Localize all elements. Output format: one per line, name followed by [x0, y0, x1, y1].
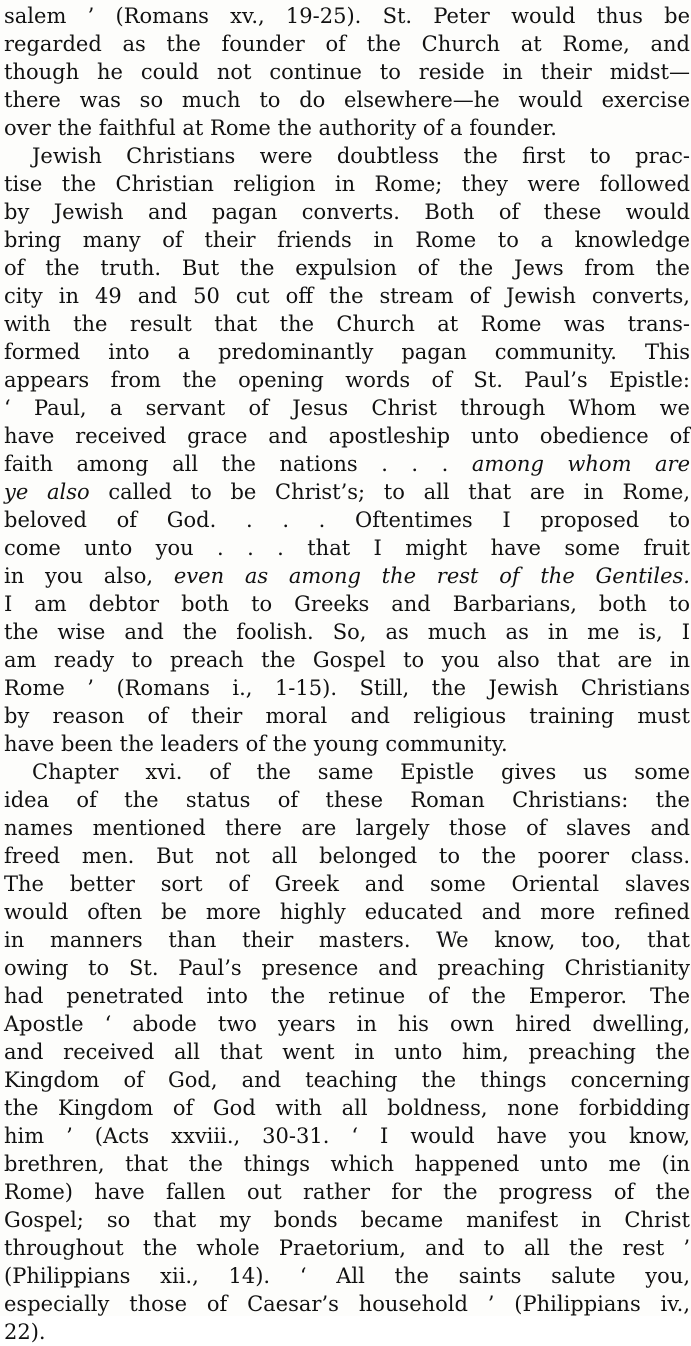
text-line [4, 926, 690, 954]
italic-text-run: ye also [4, 480, 90, 504]
text-line [4, 422, 690, 450]
text-run: called to be Christ’s; to all that are in Rome, [89, 480, 690, 504]
text-run: freed men. But not all belonged to the poorer class. [4, 844, 690, 868]
text-run: by Jewish and pagan converts. Both of these would [4, 200, 690, 224]
text-line [4, 982, 690, 1010]
text-line [4, 58, 690, 86]
text-run: with the result that the Church at Rome was trans- [4, 312, 690, 336]
text-run: tise the Christian religion in Rome; they were followed [4, 172, 690, 196]
text-run: and received all that went in unto him, preaching the [4, 1040, 690, 1064]
text-run: had penetrated into the retinue of the Emperor. The [4, 984, 690, 1008]
text-line [4, 730, 690, 758]
text-line [4, 1150, 690, 1178]
text-line [4, 198, 690, 226]
text-line [4, 898, 690, 926]
text-run: idea of the status of these Roman Christians: the [4, 788, 690, 812]
text-line [4, 30, 690, 58]
text-run: have been the leaders of the young community. [4, 732, 508, 756]
text-run: Jewish Christians were doubtless the first to prac- [32, 144, 690, 168]
text-line [4, 1290, 690, 1318]
text-line [4, 954, 690, 982]
text-run: names mentioned there are largely those of slaves and [4, 816, 690, 840]
text-line [4, 534, 690, 562]
text-run: formed into a predominantly pagan community. This [4, 340, 690, 364]
text-line [4, 114, 690, 142]
text-line [4, 506, 690, 534]
text-run: Rome ’ (Romans i., 1-15). Still, the Jewish Christians [4, 676, 690, 700]
text-line [4, 1094, 690, 1122]
text-run: have received grace and apostleship unto obedience of [4, 424, 690, 448]
text-run: bring many of their friends in Rome to a knowledge [4, 228, 690, 252]
text-line [4, 590, 690, 618]
text-line [4, 282, 690, 310]
text-line [4, 450, 690, 478]
paragraph [4, 2, 690, 142]
text-run: Chapter xvi. of the same Epistle gives us some [32, 760, 690, 784]
text-run: Gospel; so that my bonds became manifest in Christ [4, 1208, 690, 1232]
text-run: especially those of Caesar’s household ’ (Philippians iv., [4, 1292, 690, 1316]
text-line [4, 254, 690, 282]
text-line [4, 394, 690, 422]
text-line [4, 1206, 690, 1234]
text-run: salem ’ (Romans xv., 19-25). St. Peter would thus be [4, 4, 690, 28]
text-line [4, 1178, 690, 1206]
text-run: Apostle ‘ abode two years in his own hired dwelling, [4, 1012, 690, 1036]
text-run: of the truth. But the expulsion of the Jews from the [4, 256, 690, 280]
italic-text-run: among whom are [471, 452, 691, 476]
text-line [4, 366, 690, 394]
text-run: owing to St. Paul’s presence and preaching Christianity [4, 956, 690, 980]
text-line [4, 646, 690, 674]
text-run: appears from the opening words of St. Paul’s Epistle: [4, 368, 690, 392]
text-line [4, 2, 690, 30]
text-run: am ready to preach the Gospel to you also that are in [4, 648, 690, 672]
text-run: the wise and the foolish. So, as much as in me is, I [4, 620, 690, 644]
text-line [4, 310, 690, 338]
text-line [4, 170, 690, 198]
italic-text-run: even as among the rest of the Gentiles. [173, 564, 690, 588]
text-run: city in 49 and 50 cut off the stream of Jewish converts, [4, 284, 690, 308]
text-line [4, 702, 690, 730]
text-run: Kingdom of God, and teaching the things concerning [4, 1068, 690, 1092]
text-line [4, 1010, 690, 1038]
text-run: I am debtor both to Greeks and Barbarians, both to [4, 592, 690, 616]
text-run: would often be more highly educated and more refined [4, 900, 690, 924]
text-run: regarded as the founder of the Church at Rome, and [4, 32, 690, 56]
text-line [4, 1038, 690, 1066]
text-run: ‘ Paul, a servant of Jesus Christ through Whom we [4, 396, 690, 420]
text-line [4, 1234, 690, 1262]
text-line [4, 1262, 690, 1290]
text-line [4, 674, 690, 702]
text-run: there was so much to do elsewhere—he would exercise [4, 88, 690, 112]
paragraph [4, 142, 690, 758]
text-run: over the faithful at Rome the authority of a founder. [4, 116, 557, 140]
paragraph [4, 758, 690, 1346]
text-line [4, 1066, 690, 1094]
text-run: by reason of their moral and religious training must [4, 704, 690, 728]
text-run: in manners than their masters. We know, too, that [4, 928, 690, 952]
text-run: come unto you . . . that I might have some fruit [4, 536, 690, 560]
text-line [4, 618, 690, 646]
text-line [4, 786, 690, 814]
text-run: (Philippians xii., 14). ‘ All the saints salute you, [4, 1264, 690, 1288]
text-run: faith among all the nations . . . [4, 452, 472, 476]
body-text [4, 2, 690, 1346]
text-line [4, 814, 690, 842]
text-line [4, 870, 690, 898]
text-line [4, 478, 690, 506]
text-line [4, 1122, 690, 1150]
text-line [4, 338, 690, 366]
text-line [4, 842, 690, 870]
text-run: beloved of God. . . . Oftentimes I proposed to [4, 508, 690, 532]
text-line [4, 226, 690, 254]
text-line [4, 142, 690, 170]
text-line [4, 1318, 690, 1346]
text-line [4, 562, 690, 590]
text-run: the Kingdom of God with all boldness, none forbidding [4, 1096, 690, 1120]
text-run: brethren, that the things which happened unto me (in [4, 1152, 690, 1176]
text-run: The better sort of Greek and some Oriental slaves [4, 872, 690, 896]
text-line [4, 758, 690, 786]
text-run: Rome) have fallen out rather for the progress of the [4, 1180, 690, 1204]
text-run: him ’ (Acts xxviii., 30-31. ‘ I would have you know, [4, 1124, 690, 1148]
text-line [4, 86, 690, 114]
text-run: throughout the whole Praetorium, and to all the rest ’ [4, 1236, 690, 1260]
text-run: 22). [4, 1320, 46, 1344]
text-run: though he could not continue to reside in their midst— [4, 60, 690, 84]
text-run: in you also, [4, 564, 174, 588]
